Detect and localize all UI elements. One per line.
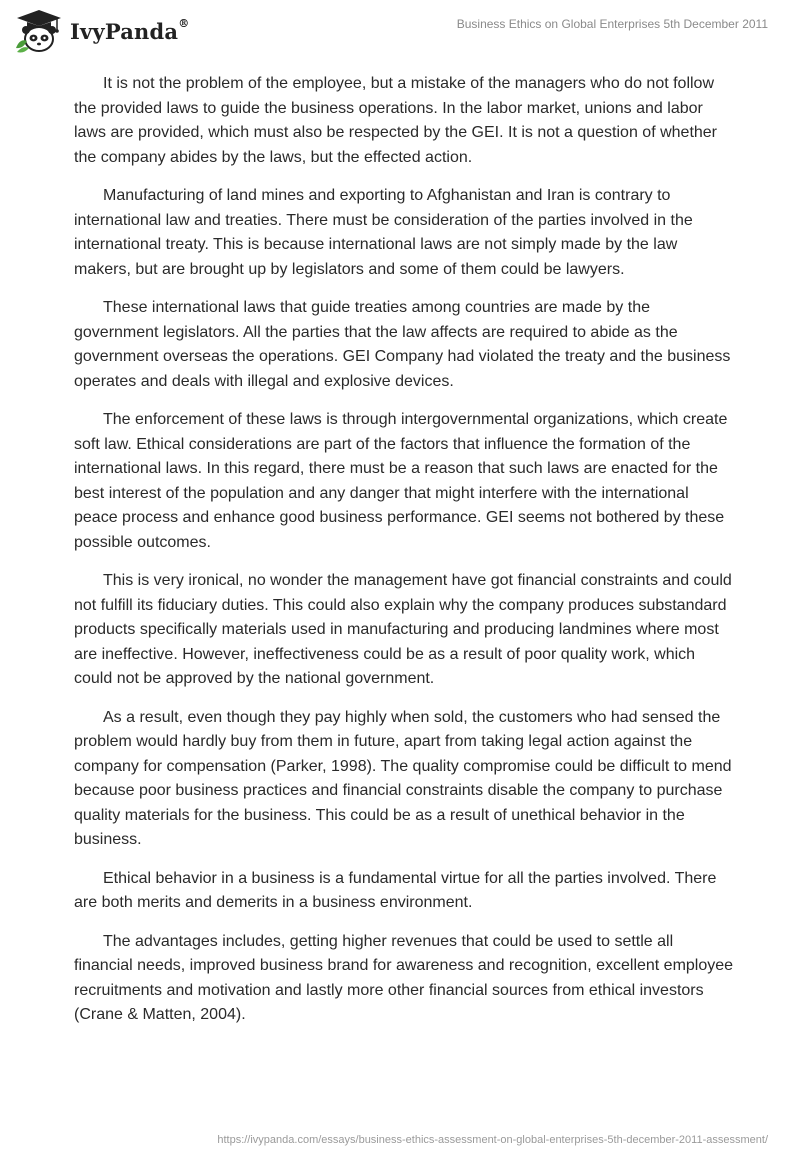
essay-body [74,72,736,1042]
source-url-link[interactable]: https://ivypanda.com/essays/business-ethics-assessment-on-global-enterprises-5th-december-2011-assessment/ [217,1134,768,1146]
paragraph: This is very ironical, no wonder the management have got financial constraints and could not fulfill its fiduciary duties. This could also explain why the company produces substandard products specifically materials used in manufacturing and producing landmines where most are ineffective. However, ineffectiveness could be as a result of poor quality work, which could not be approved by the national government. [74,572,732,687]
paragraph: These international laws that guide treaties among countries are made by the government legislators. All the parties that the law affects are required to abide as the government overseas the operations. GEI Company had violated the treaty and the business operates and deals with illegal and explosive devices. [74,299,731,390]
paragraph: The advantages includes, getting higher revenues that could be used to settle all financial needs, improved business brand for awareness and recognition, excellent employee recruitments and motivation and lastly more other financial sources from ethical investors (Crane & Matten, 2004). [74,932,734,1023]
paragraph: The enforcement of these laws is through intergovernmental organizations, which create soft law. Ethical considerations are part of the factors that influence the formation of the international laws. In this regard, there must be a reason that such laws are enacted for the best interest of the population and any danger that might interfere with the international peace process and enhance good business performance. GEI seems not bothered by these possible outcomes. [74,411,728,551]
page-header [0,0,800,60]
panda-graduate-icon [14,8,64,54]
registered-mark: ® [178,16,190,30]
ivypanda-logo[interactable] [14,8,189,54]
paragraph: Ethical behavior in a business is a fundamental virtue for all the parties involved. There are both merits and demerits in a business environment. [74,869,717,911]
document-title: Business Ethics on Global Enterprises 5th December 2011 [456,17,768,31]
brand-name: IvyPanda® [70,16,190,44]
paragraph: As a result, even though they pay highly when sold, the customers who had sensed the problem would hardly buy from them in future, apart from taking legal action against the company for compensation (Parker, 1998). The quality compromise could be difficult to mend because poor business practices and financial constraints disable the company to purchase quality materials for the business. This could be as a result of unethical behavior in the business. [74,708,732,848]
paragraph: Manufacturing of land mines and exporting to Afghanistan and Iran is contrary to international law and treaties. There must be consideration of the parties involved in the international treaty. This is because international laws are not simply made by the law makers, but are brought up by legislators and some of them could be lawyers. [74,187,693,278]
paragraph: It is not the problem of the employee, but a mistake of the managers who do not follow the provided laws to guide the business operations. In the labor market, unions and labor laws are provided, which must also be respected by the GEI. It is not a question of whether the company abides by the laws, but the effected action. [74,75,718,166]
